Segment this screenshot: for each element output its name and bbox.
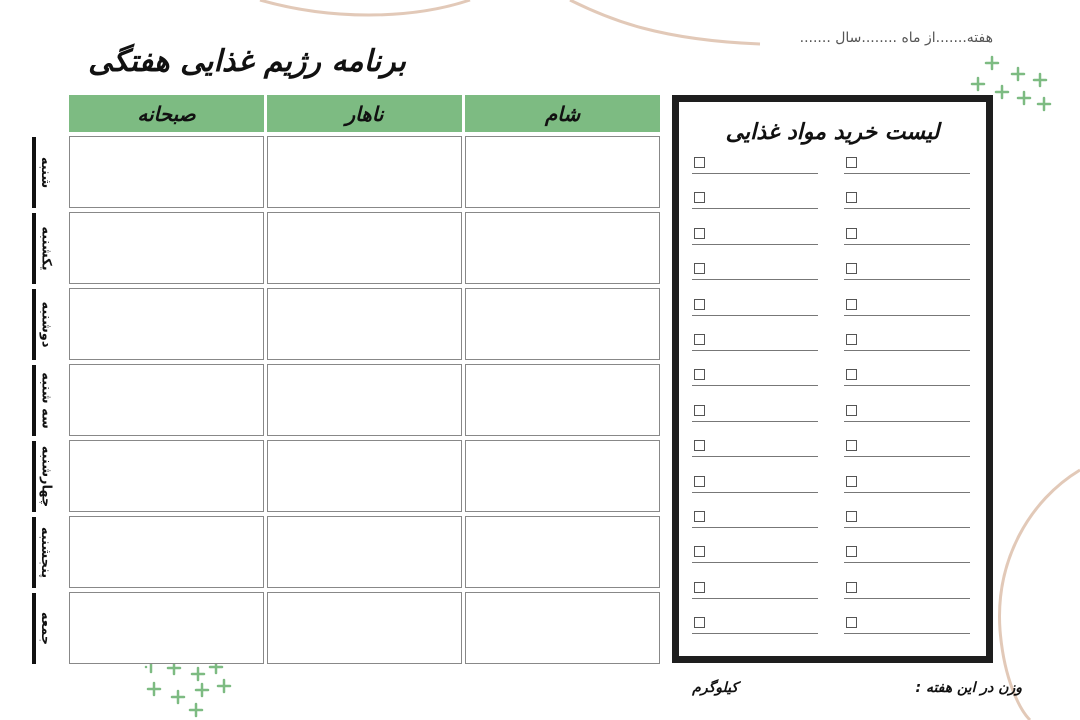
checkbox[interactable]: [694, 546, 705, 557]
shopping-list-item[interactable]: [844, 369, 970, 386]
checkbox[interactable]: [694, 511, 705, 522]
meal-cell[interactable]: [465, 364, 660, 436]
shopping-list-title: لیست خرید مواد غذایی: [725, 120, 940, 145]
checkbox[interactable]: [846, 192, 857, 203]
shopping-list-item[interactable]: [844, 546, 970, 563]
day-label-thursday: پنجشنبه: [32, 517, 56, 588]
shopping-list-item[interactable]: [692, 228, 818, 245]
meal-cell[interactable]: [69, 136, 264, 208]
shopping-list-item[interactable]: [692, 405, 818, 422]
meal-cell[interactable]: [69, 288, 264, 360]
meal-cell[interactable]: [267, 288, 462, 360]
day-label-saturday: شنبه: [32, 137, 56, 208]
checkbox[interactable]: [846, 582, 857, 593]
meal-cell[interactable]: [465, 592, 660, 664]
shopping-list-item[interactable]: [844, 440, 970, 457]
checkbox[interactable]: [694, 334, 705, 345]
column-header-dinner: شام: [465, 95, 660, 132]
meal-cell[interactable]: [69, 440, 264, 512]
shopping-list-item[interactable]: [692, 334, 818, 351]
top-right-curve: [570, 0, 760, 44]
shopping-list-item[interactable]: [692, 299, 818, 316]
meal-cell[interactable]: [267, 440, 462, 512]
week-month-year-line: هفته.......از ماه ........سال .......: [799, 30, 993, 46]
shopping-list-item[interactable]: [692, 263, 818, 280]
checkbox[interactable]: [694, 440, 705, 451]
checkbox[interactable]: [846, 440, 857, 451]
checkbox[interactable]: [846, 476, 857, 487]
meal-cell[interactable]: [69, 212, 264, 284]
shopping-list-item[interactable]: [692, 617, 818, 634]
shopping-list-panel: [672, 95, 993, 663]
checkbox[interactable]: [846, 405, 857, 416]
shopping-list-item[interactable]: [844, 263, 970, 280]
checkbox[interactable]: [846, 334, 857, 345]
checkbox[interactable]: [846, 369, 857, 380]
top-curve: [260, 0, 470, 15]
meal-cell[interactable]: [267, 516, 462, 588]
plus-cluster-bottom-left: [146, 661, 230, 716]
checkbox[interactable]: [694, 582, 705, 593]
page-title: برنامه رژیم غذایی هفتگی: [88, 44, 406, 79]
checkbox[interactable]: [846, 228, 857, 239]
column-header-lunch: ناهار: [267, 95, 462, 132]
meal-cell[interactable]: [69, 516, 264, 588]
shopping-list-item[interactable]: [844, 299, 970, 316]
shopping-list-item[interactable]: [844, 617, 970, 634]
checkbox[interactable]: [694, 263, 705, 274]
checkbox[interactable]: [846, 299, 857, 310]
meal-cell[interactable]: [465, 516, 660, 588]
shopping-list-item[interactable]: [844, 582, 970, 599]
checkbox[interactable]: [694, 192, 705, 203]
shopping-list-item[interactable]: [692, 440, 818, 457]
shopping-list-item[interactable]: [692, 511, 818, 528]
meal-cell[interactable]: [267, 136, 462, 208]
day-label-tuesday: سه شنبه: [32, 365, 56, 436]
weight-unit-label: کیلوگرم: [692, 680, 738, 696]
shopping-list-item[interactable]: [692, 369, 818, 386]
weekly-weight-label: وزن در این هفته :: [915, 680, 1022, 696]
shopping-list-item[interactable]: [844, 476, 970, 493]
checkbox[interactable]: [694, 405, 705, 416]
shopping-list-item[interactable]: [844, 405, 970, 422]
meal-cell[interactable]: [465, 288, 660, 360]
checkbox[interactable]: [694, 157, 705, 168]
checkbox[interactable]: [846, 617, 857, 628]
meal-cell[interactable]: [69, 364, 264, 436]
shopping-list-item[interactable]: [844, 157, 970, 174]
shopping-list-item[interactable]: [844, 334, 970, 351]
checkbox[interactable]: [694, 299, 705, 310]
checkbox[interactable]: [846, 546, 857, 557]
meal-cell[interactable]: [267, 592, 462, 664]
shopping-list-item[interactable]: [692, 546, 818, 563]
shopping-list-item[interactable]: [692, 476, 818, 493]
shopping-list-item[interactable]: [844, 228, 970, 245]
meal-cell[interactable]: [465, 440, 660, 512]
meal-cell[interactable]: [69, 592, 264, 664]
day-label-monday: دوشنبه: [32, 289, 56, 360]
shopping-list-item[interactable]: [844, 511, 970, 528]
column-header-breakfast: صبحانه: [69, 95, 264, 132]
shopping-list-item[interactable]: [692, 192, 818, 209]
meal-cell[interactable]: [465, 136, 660, 208]
meal-cell[interactable]: [465, 212, 660, 284]
checkbox[interactable]: [694, 476, 705, 487]
shopping-list-item[interactable]: [692, 157, 818, 174]
checkbox[interactable]: [846, 263, 857, 274]
checkbox[interactable]: [694, 228, 705, 239]
checkbox[interactable]: [694, 369, 705, 380]
day-label-wednesday: چهارشنبه: [32, 441, 56, 512]
checkbox[interactable]: [846, 511, 857, 522]
meal-cell[interactable]: [267, 212, 462, 284]
shopping-list-item[interactable]: [844, 192, 970, 209]
checkbox[interactable]: [846, 157, 857, 168]
meal-cell[interactable]: [267, 364, 462, 436]
day-label-sunday: یکشنبه: [32, 213, 56, 284]
checkbox[interactable]: [694, 617, 705, 628]
day-label-friday: جمعه: [32, 593, 56, 664]
shopping-list-item[interactable]: [692, 582, 818, 599]
